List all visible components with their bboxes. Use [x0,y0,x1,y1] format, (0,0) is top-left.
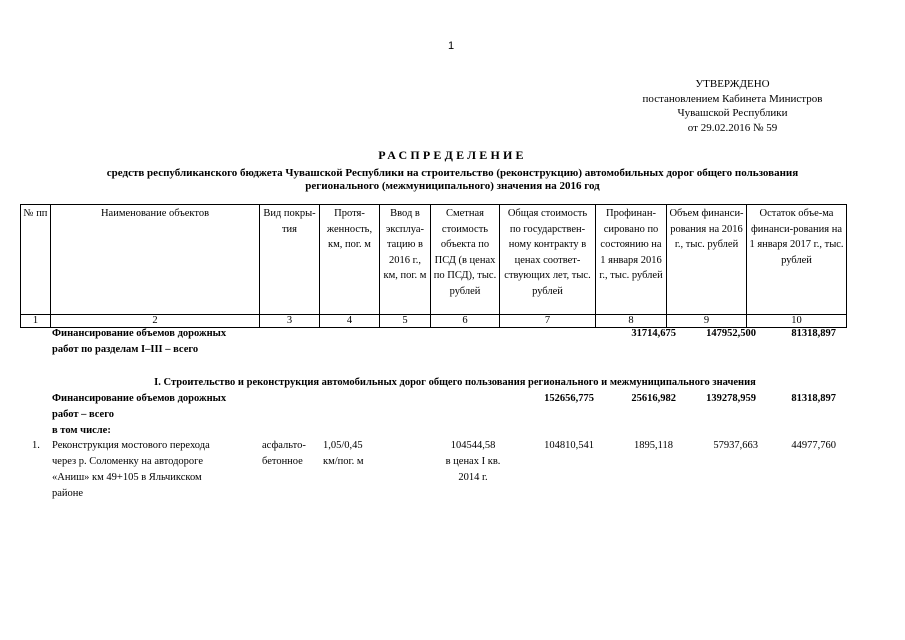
total-funded: 31714,675 [631,328,676,339]
column-number: 7 [500,315,596,328]
total-label-line-1: Финансирование объемов дорожных [52,328,227,339]
item-1-estimate-line-1: 104544,58 [450,440,496,451]
item-1-surface [262,438,322,470]
header-volume-2016: Объем финанси-рования на 2016 г., тыс. рублей [667,205,747,315]
approval-line-2: постановлением Кабинета Министров [642,92,823,105]
distribution-table-header [20,204,847,328]
section-1-funded: 25616,982 [631,393,676,404]
header-num: № пп [21,205,51,315]
item-1-name-line-4: районе [52,488,84,499]
document-subtitle [40,167,865,193]
item-1-length-line-1: 1,05/0,45 [323,440,363,451]
column-number: 2 [51,315,260,328]
item-1-estimate [430,438,516,486]
item-1-total-cost: 104810,541 [544,440,594,451]
item-1-remainder: 44977,760 [791,440,836,451]
column-number: 3 [260,315,320,328]
document-title: РАСПРЕДЕЛЕНИЕ [378,148,527,162]
approval-block [600,77,865,135]
header-name: Наименование объектов [51,205,260,315]
item-1-length-line-2: км/пог. м [323,456,364,467]
column-number: 4 [320,315,380,328]
item-1-estimate-line-3: 2014 г. [458,472,488,483]
approval-line-3: Чувашской Республики [677,107,788,119]
approval-line-1: УТВЕРЖДЕНО [695,78,770,90]
item-1-estimate-line-2: в ценах I кв. [445,456,501,467]
column-number: 6 [431,315,500,328]
subtitle-line-1: средств республиканского бюджета Чувашской Республики на строительство (реконструкцию) автомобильных дорог общего пользования [106,167,799,179]
column-number: 9 [667,315,747,328]
total-label [52,326,282,358]
item-1-name-line-1: Реконструкция мостового перехода [52,440,210,451]
section-1-remainder: 81318,897 [791,393,836,404]
column-number: 1 [21,315,51,328]
section-1-label-line-2: работ – всего [52,409,114,420]
column-number: 10 [747,315,847,328]
item-1-surface-line-1: асфальто- [262,440,306,451]
section-1-total-cost: 152656,775 [544,393,594,404]
item-1-number: 1. [32,440,40,451]
header-contract-cost: Общая стоимость по государствен-ному контракту в ценах соответ-ствующих лет, тыс. рублей [500,205,596,315]
approval-line-4: от 29.02.2016 № 59 [687,121,778,134]
item-1-funded: 1895,118 [634,440,673,451]
column-number: 8 [596,315,667,328]
header-length: Протя-женность, км, пог. м [320,205,380,315]
section-1-volume-2016: 139278,959 [706,393,756,404]
section-1-label [52,391,282,439]
item-1-surface-line-2: бетонное [262,456,303,467]
item-1-volume-2016: 57937,663 [713,440,758,451]
header-commissioning: Ввод в эксплуа-тацию в 2016 г., км, пог. м [380,205,431,315]
subtitle-line-2: регионального (межмуниципального) значения на 2016 год [305,180,600,192]
total-volume-2016: 147952,500 [706,328,756,339]
column-number: 5 [380,315,431,328]
header-estimate: Сметная стоимость объекта по ПСД (в ценах по ПСД), тыс. рублей [431,205,500,315]
item-1-name-line-2: через р. Соломенку на автодороге [52,456,203,467]
page-number: 1 [448,40,455,52]
section-1-label-line-1: Финансирование объемов дорожных [52,393,227,404]
header-funded: Профинан-сировано по состоянию на 1 января 2016 г., тыс. рублей [596,205,667,315]
item-1-name-line-3: «Аниш» км 49+105 в Яльчикском [52,472,202,483]
header-remainder: Остаток объе-ма финанси-рования на 1 января 2017 г., тыс. рублей [747,205,847,315]
section-1-heading: I. Строительство и реконструкция автомобильных дорог общего пользования регионального и межмуниципального значения [154,377,756,388]
item-1-name [52,438,262,502]
total-remainder: 81318,897 [791,328,836,339]
total-label-line-2: работ по разделам I–III – всего [52,344,199,355]
section-1-including: в том числе: [52,425,111,436]
item-1-length [323,438,385,470]
header-surface: Вид покры-тия [260,205,320,315]
